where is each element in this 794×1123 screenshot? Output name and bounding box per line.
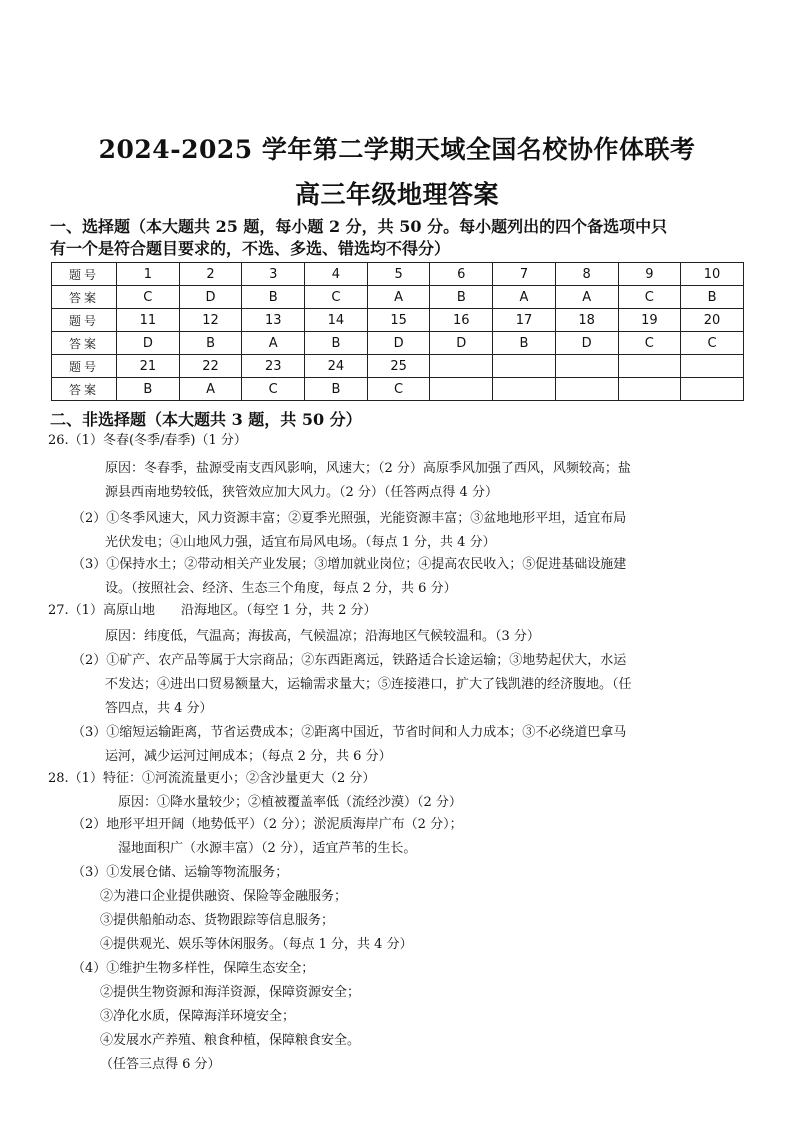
answer-cell: C: [117, 286, 180, 309]
question-number-cell: 10: [681, 263, 744, 286]
text-line: 光伏发电；④山地风力强，适宜布局风电场。（每点 1 分，共 4 分）: [105, 535, 496, 550]
text-line: （任答三点得 6 分）: [100, 1057, 221, 1072]
answer-cell: B: [117, 378, 180, 401]
question-number-cell: 1: [117, 263, 180, 286]
text-line: ③提供船舶动态、货物跟踪等信息服务；: [100, 913, 335, 928]
answer-row: [52, 286, 744, 309]
answer-cell: B: [305, 378, 368, 401]
text-line: 28.（1）特征：①河流流量更小；②含沙量更大（2 分）: [48, 771, 376, 786]
answer-table: [51, 262, 744, 401]
question-number-label: 题号: [52, 263, 117, 286]
doc-title: 2024-2025 学年第二学期天域全国名校协作体联考: [98, 135, 696, 164]
answer-cell: C: [367, 378, 430, 401]
text-line: ④发展水产养殖、粮食种植，保障粮食安全。: [100, 1033, 361, 1048]
answer-cell: B: [305, 332, 368, 355]
text-line: （3）①保持水土；②带动相关产业发展；③增加就业岗位；④提高农民收入；⑤促进基础设施建: [72, 557, 627, 572]
text-line: 27.（1）高原山地 沿海地区。（每空 1 分，共 2 分）: [48, 603, 377, 618]
question-number-label: 题号: [52, 355, 117, 378]
question-number-cell: 12: [179, 309, 242, 332]
question-number-cell: 13: [242, 309, 305, 332]
question-number-cell: 6: [430, 263, 493, 286]
text-line: 运河，减少运河过闸成本；（每点 2 分，共 6 分）: [105, 749, 392, 764]
question-number-cell: [555, 355, 618, 378]
answer-cell: [555, 378, 618, 401]
answer-cell: D: [430, 332, 493, 355]
section2-heading: 二、非选择题（本大题共 3 题，共 50 分）: [50, 410, 362, 429]
question-number-cell: 7: [493, 263, 556, 286]
text-line: ③净化水质，保障海洋环境安全；: [100, 1009, 296, 1024]
answer-cell: C: [618, 332, 681, 355]
text-line: 答四点，共 4 分）: [105, 701, 213, 716]
answer-cell: A: [367, 286, 430, 309]
doc-subtitle: 高三年级地理答案: [294, 180, 499, 209]
text-line: 原因：纬度低，气温高；海拔高，气候温凉；沿海地区气候较温和。（3 分）: [105, 629, 540, 644]
question-number-cell: 4: [305, 263, 368, 286]
question-number-cell: 11: [117, 309, 180, 332]
text-line: 原因：①降水量较少；②植被覆盖率低（流经沙漠）（2 分）: [118, 795, 462, 810]
answer-cell: C: [305, 286, 368, 309]
text-line: （2）①冬季风速大，风力资源丰富；②夏季光照强，光能资源丰富；③盆地地形平坦，适宜布局: [72, 511, 627, 526]
question-number-cell: [493, 355, 556, 378]
answer-row: [52, 332, 744, 355]
answer-cell: [618, 378, 681, 401]
answer-row: [52, 378, 744, 401]
text-line: 源县西南地势较低，狭管效应加大风力。（2 分）（任答两点得 4 分）: [105, 485, 498, 500]
answer-cell: [430, 378, 493, 401]
question-number-cell: 8: [555, 263, 618, 286]
question-number-cell: 14: [305, 309, 368, 332]
question-number-cell: 18: [555, 309, 618, 332]
text-line: （2）①矿产、农产品等属于大宗商品；②东西距离远，铁路适合长途运输；③地势起伏大，水运: [72, 653, 627, 668]
answer-cell: D: [117, 332, 180, 355]
question-number-cell: 15: [367, 309, 430, 332]
text-line: （3）①缩短运输距离，节省运费成本；②距离中国近，节省时间和人力成本；③不必绕道巴拿马: [72, 725, 627, 740]
answer-label: 答案: [52, 286, 117, 309]
question-number-cell: 2: [179, 263, 242, 286]
question-number-cell: 21: [117, 355, 180, 378]
question-number-cell: 20: [681, 309, 744, 332]
answer-cell: D: [555, 332, 618, 355]
answer-label: 答案: [52, 378, 117, 401]
answer-cell: A: [493, 286, 556, 309]
question-number-cell: 3: [242, 263, 305, 286]
question-row: [52, 263, 744, 286]
answer-cell: D: [179, 286, 242, 309]
question-number-cell: [681, 355, 744, 378]
answer-cell: A: [242, 332, 305, 355]
answer-cell: B: [493, 332, 556, 355]
question-number-cell: 22: [179, 355, 242, 378]
answer-cell: B: [681, 286, 744, 309]
answer-cell: C: [681, 332, 744, 355]
question-number-cell: 9: [618, 263, 681, 286]
text-line: （3）①发展仓储、运输等物流服务；: [72, 865, 289, 880]
question-number-cell: 19: [618, 309, 681, 332]
question-number-cell: [430, 355, 493, 378]
question-row: [52, 355, 744, 378]
answer-cell: B: [179, 332, 242, 355]
answer-cell: C: [242, 378, 305, 401]
answer-cell: A: [555, 286, 618, 309]
answer-label: 答案: [52, 332, 117, 355]
section1-heading-line1: 一、选择题（本大题共 25 题，每小题 2 分，共 50 分。每小题列出的四个备选项中只: [50, 217, 668, 236]
text-line: 26.（1）冬春(冬季/春季)（1 分）: [48, 433, 247, 448]
text-line: 原因：冬春季，盐源受南支西风影响，风速大；（2 分）高原季风加强了西风，风频较高；盐: [105, 461, 631, 476]
text-line: 湿地面积广（水源丰富）（2 分），适宜芦苇的生长。: [118, 841, 417, 856]
text-line: 不发达；④进出口贸易额量大，运输需求量大；⑤连接港口，扩大了钱凯港的经济腹地。（任: [105, 677, 632, 692]
question-number-cell: 24: [305, 355, 368, 378]
text-line: （2）地形平坦开阔（地势低平）（2 分）；淤泥质海岸广布（2 分）；: [72, 817, 463, 832]
answer-cell: [681, 378, 744, 401]
text-line: 设。（按照社会、经济、生态三个角度，每点 2 分，共 6 分）: [105, 581, 457, 596]
text-line: ④提供观光、娱乐等休闲服务。（每点 1 分，共 4 分）: [100, 937, 413, 952]
section1-heading: [50, 216, 750, 260]
answer-cell: D: [367, 332, 430, 355]
text-line: ②提供生物资源和海洋资源，保障资源安全；: [100, 985, 361, 1000]
question-row: [52, 309, 744, 332]
answer-cell: B: [430, 286, 493, 309]
question-number-cell: 23: [242, 355, 305, 378]
question-number-cell: 25: [367, 355, 430, 378]
answer-cell: C: [618, 286, 681, 309]
answer-cell: B: [242, 286, 305, 309]
text-line: （4）①维护生物多样性，保障生态安全；: [72, 961, 315, 976]
question-number-cell: 16: [430, 309, 493, 332]
section1-heading-line2: 有一个是符合题目要求的，不选、多选、错选均不得分）: [50, 239, 451, 258]
question-number-cell: 5: [367, 263, 430, 286]
question-number-cell: [618, 355, 681, 378]
question-number-label: 题号: [52, 309, 117, 332]
answer-cell: A: [179, 378, 242, 401]
text-line: ②为港口企业提供融资、保险等金融服务；: [100, 889, 348, 904]
question-number-cell: 17: [493, 309, 556, 332]
answer-cell: [493, 378, 556, 401]
